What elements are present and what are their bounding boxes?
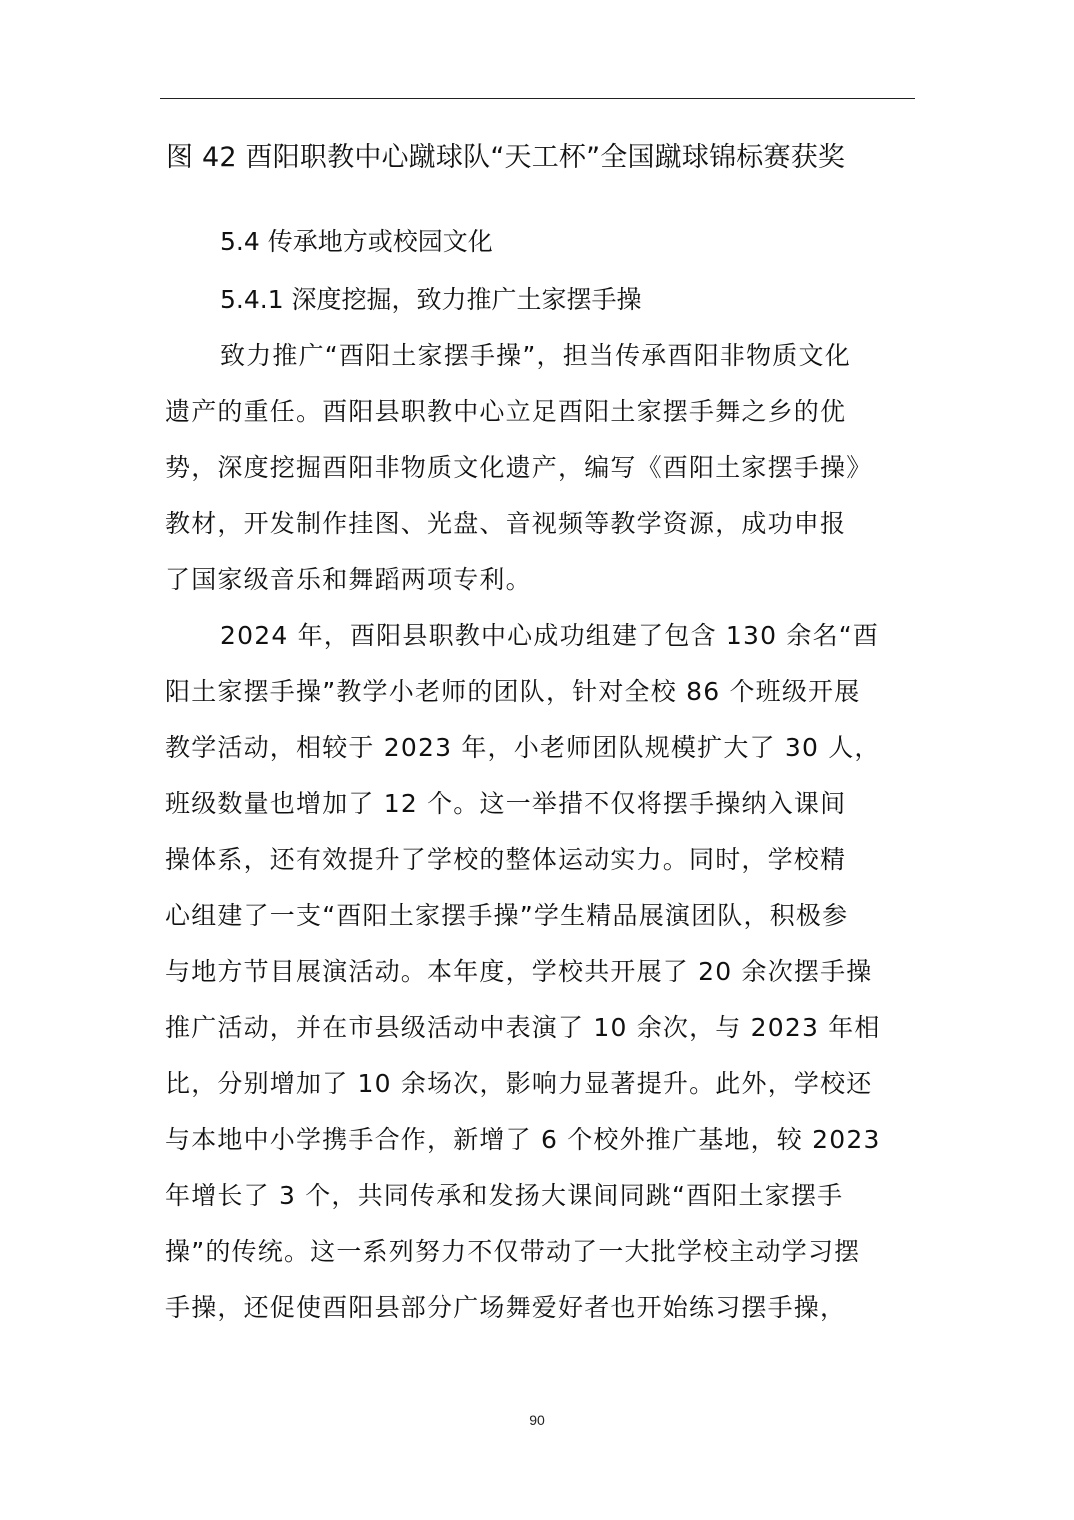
paragraph-line: 教学活动，相较于 2023 年，小老师团队规模扩大了 30 人， xyxy=(165,733,881,762)
paragraph-line: 心组建了一支“酉阳土家摆手操”学生精品展演团队，积极参 xyxy=(165,901,849,930)
figure-caption: 图 42 酉阳职教中心蹴球队“天工杯”全国蹴球锦标赛获奖 xyxy=(166,142,846,173)
paragraph-line: 操”的传统。这一系列努力不仅带动了一大批学校主动学习摆 xyxy=(165,1237,861,1266)
paragraph-line: 手操，还促使酉阳县部分广场舞爱好者也开始练习摆手操， xyxy=(165,1293,847,1322)
header-rule xyxy=(160,98,915,99)
paragraph-line: 阳土家摆手操”教学小老师的团队，针对全校 86 个班级开展 xyxy=(165,677,861,706)
paragraph-line: 遗产的重任。酉阳县职教中心立足酉阳土家摆手舞之乡的优 xyxy=(165,397,847,426)
paragraph-line: 班级数量也增加了 12 个。这一举措不仅将摆手操纳入课间 xyxy=(165,789,847,818)
paragraph-line: 致力推广“酉阳土家摆手操”，担当传承酉阳非物质文化 xyxy=(220,341,851,370)
paragraph-line: 年增长了 3 个，共同传承和发扬大课间同跳“酉阳土家摆手 xyxy=(165,1181,844,1210)
paragraph-line: 与本地中小学携手合作，新增了 6 个校外推广基地，较 2023 xyxy=(165,1125,881,1154)
paragraph-line: 势，深度挖掘酉阳非物质文化遗产，编写《酉阳土家摆手操》 xyxy=(165,453,873,482)
paragraph-line: 推广活动，并在市县级活动中表演了 10 余次，与 2023 年相 xyxy=(165,1013,881,1042)
paragraph-line: 比，分别增加了 10 余场次，影响力显著提升。此外，学校还 xyxy=(165,1069,873,1098)
paragraph-line: 2024 年，酉阳县职教中心成功组建了包含 130 余名“酉 xyxy=(220,621,880,650)
section-heading: 5.4 传承地方或校园文化 xyxy=(220,227,493,256)
paragraph-line: 与地方节目展演活动。本年度，学校共开展了 20 余次摆手操 xyxy=(165,957,873,986)
paragraph-line: 了国家级音乐和舞蹈两项专利。 xyxy=(165,565,532,594)
page-number: 90 xyxy=(529,1412,545,1428)
subsection-heading: 5.4.1 深度挖掘，致力推广土家摆手操 xyxy=(220,285,642,314)
paragraph-line: 教材，开发制作挂图、光盘、音视频等教学资源，成功申报 xyxy=(165,509,847,538)
paragraph-line: 操体系，还有效提升了学校的整体运动实力。同时，学校精 xyxy=(165,845,847,874)
